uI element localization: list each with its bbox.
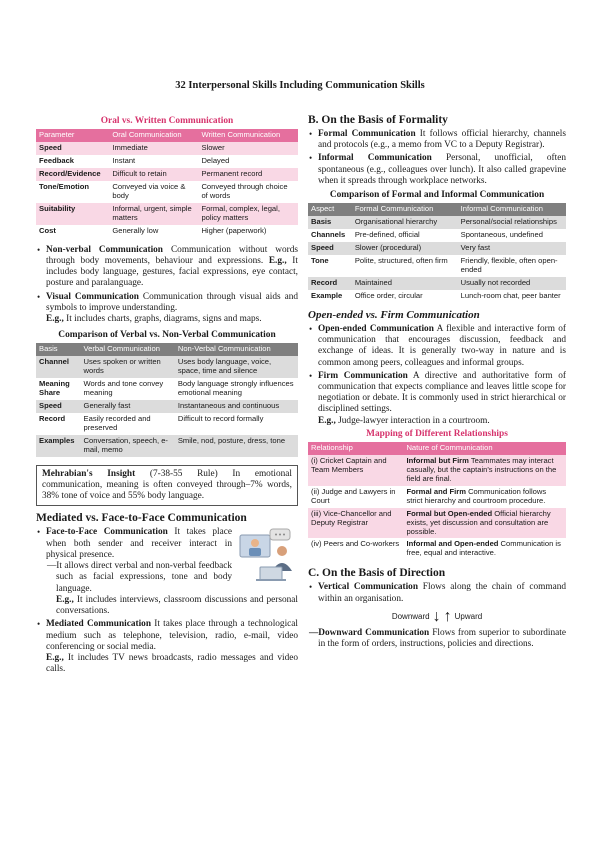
nature-label: Formal and Firm — [406, 486, 466, 496]
visual-item: • Visual Communication Communication through visual aids and symbols to improve understanding. E.g., It includes charts, graphs, diagrams, signs and maps. — [36, 292, 298, 326]
nature-description: Communication follows strict hierarchy and courtroom procedure. — [406, 486, 547, 505]
open-ended-item: • Open-ended Communication A flexible and interactive form of communication that encourages discussion, feedback and exchange of ideas. It is generally two-way in nature and is common among peers, colleagues and informal groups. — [308, 324, 566, 369]
table-row — [36, 225, 298, 238]
table-cell: (i) Cricket Captain and Team Members — [308, 455, 403, 486]
nonverbal-item: • Non-verbal Communication Communication without words through body movements, behaviour and expressions. E.g., It includes body language, gestures, facial expressions, eye contact, posture and paralanguage. — [36, 245, 298, 290]
table-cell: Delayed — [201, 155, 230, 165]
table-cell: Maintained — [352, 277, 458, 290]
table-cell: Uses body language, voice, space, time and silence — [175, 356, 298, 378]
table-cell: Speed — [36, 142, 109, 155]
nature-label: Formal but Open-ended — [406, 508, 493, 518]
mediated-item: • Mediated Communication It takes place through a technological medium such as telephone, television, radio, e-mail, video conferencing or social media. E.g., It includes TV news broadcasts, radio messages and video calls. — [36, 619, 298, 675]
oral-written-caption: Oral vs. Written Communication — [100, 116, 234, 126]
table-cell: Conversation, speech, e-mail, memo — [81, 435, 175, 457]
downward-label: Downward — [391, 612, 430, 622]
table-cell: Feedback — [39, 155, 75, 165]
left-column — [36, 114, 298, 678]
table-row — [36, 378, 298, 400]
table-cell: Spontaneous, undefined — [460, 230, 543, 240]
table-row — [308, 277, 566, 290]
verbal-nonverbal-table — [36, 343, 298, 457]
table-row — [36, 203, 298, 225]
video-call-illustration-icon — [236, 527, 298, 583]
nature-description: Teammates may interact casually, but the captain's instructions on the field are final. — [406, 455, 557, 483]
table-cell: Slower — [198, 142, 298, 155]
arrow-up-icon: ↑ — [443, 607, 452, 625]
formal-informal-table — [308, 203, 566, 303]
table-cell: Examples — [36, 435, 81, 457]
table-row — [308, 216, 566, 229]
table-cell: Personal/social relationships — [458, 216, 566, 229]
table-cell: Organisational hierarchy — [352, 216, 458, 229]
table-row — [36, 400, 298, 413]
table-cell — [403, 455, 566, 486]
table-cell: Pre-defined, official — [354, 230, 420, 240]
table-row — [36, 413, 298, 435]
table-header-cell: Written Communication — [198, 129, 298, 142]
table-cell: Friendly, flexible, often open-ended — [460, 255, 558, 274]
f2f-item: • Face-to-Face Communication It takes place when both sender and receiver interact in physical presence. —It allows direct verbal and non-verbal feedback such as facial expressions, tone and body language. E.g., It includes interviews, classroom discussions and personal conversations. — [36, 527, 298, 617]
table-header-cell: Informal Communication — [458, 203, 566, 216]
direction-list — [308, 582, 566, 604]
openfirm-list — [308, 324, 566, 427]
table-cell: Slower (procedural) — [352, 242, 458, 255]
openfirm-heading: Open-ended vs. Firm Communication — [308, 308, 480, 321]
table-cell: Office order, circular — [354, 290, 423, 300]
formal-item: • Formal Communication It follows official hierarchy, channels and protocols (e.g., a memo from VC to a Deputy Registrar). — [308, 129, 566, 151]
table-header-cell: Oral Communication — [109, 129, 198, 142]
verbal-nonverbal-caption: Comparison of Verbal vs. Non-Verbal Communication — [58, 330, 276, 341]
table-cell: Record/Evidence — [36, 168, 109, 181]
arrow-down-icon: ↓ — [432, 607, 441, 625]
table-cell: Difficult to record formally — [177, 413, 264, 423]
nature-label: Informal and Open-ended — [406, 539, 499, 549]
table-row — [36, 181, 298, 203]
table-cell: Conveyed through choice of words — [201, 181, 288, 200]
downward-item: —Downward Communication Flows from superior to subordinate in the form of orders, instructions, policies and directions. — [309, 627, 567, 650]
nature-label: Informal but Firm — [406, 455, 469, 465]
table-cell: Permanent record — [198, 168, 298, 181]
table-cell: Polite, structured, often firm — [354, 255, 448, 265]
nature-description: Communication is free, equal and interactive. — [406, 539, 561, 558]
table-cell: Informal, urgent, simple matters — [109, 203, 198, 225]
table-header-cell: Basis — [36, 343, 81, 356]
table-cell: Usually not recorded — [458, 277, 566, 290]
nonverbal-visual-list — [36, 245, 298, 326]
direction-heading: C. On the Basis of Direction — [308, 567, 446, 580]
table-cell: Instant — [112, 155, 136, 165]
table-cell: Easily recorded and preserved — [83, 413, 151, 432]
table-cell: Lunch-room chat, peer banter — [460, 290, 561, 300]
table-cell: Channels — [311, 230, 346, 240]
table-row — [36, 155, 298, 168]
table-row — [36, 168, 298, 181]
table-row — [308, 508, 566, 539]
table-cell: (ii) Judge and Lawyers in Court — [311, 486, 396, 505]
table-header-cell: Parameter — [36, 129, 109, 142]
table-cell: Uses spoken or written words — [81, 356, 175, 378]
table-cell — [403, 486, 566, 508]
table-cell — [403, 508, 566, 539]
mediated-list — [36, 527, 298, 675]
mediated-heading: Mediated vs. Face-to-Face Communication — [36, 512, 247, 525]
table-header-cell: Nature of Communication — [403, 442, 566, 455]
relationships-caption: Mapping of Different Relationships — [366, 428, 508, 439]
table-cell: Tone/Emotion — [39, 181, 90, 191]
table-cell: Immediate — [109, 142, 198, 155]
table-header-cell: Relationship — [308, 442, 403, 455]
table-row — [308, 486, 566, 508]
table-row — [36, 435, 298, 457]
table-cell: Basis — [308, 216, 352, 229]
table-row — [36, 142, 298, 155]
table-row — [308, 538, 566, 560]
table-cell: Speed — [308, 242, 352, 255]
table-cell: Record — [39, 413, 66, 423]
right-column — [308, 114, 566, 650]
table-cell: Conveyed via voice & body — [112, 181, 186, 200]
page-header: 32 Interpersonal Skills Including Communication Skills — [175, 80, 425, 91]
table-cell: Meaning Share — [39, 379, 70, 398]
table-row — [308, 455, 566, 486]
table-cell: Higher (paperwork) — [201, 225, 267, 235]
table-cell: Generally fast — [81, 400, 175, 413]
table-row — [308, 290, 566, 303]
firm-item: • Firm Communication A directive and authoritative form of communication that expects compliance and leaves little scope for negotiation or debate. It is commonly used in strict hierarchical or disciplined settings. E.g., Judge-lawyer interaction in a courtroom. — [308, 371, 566, 427]
table-cell: Generally low — [112, 225, 159, 235]
table-cell: Smile, nod, posture, dress, tone — [175, 435, 298, 457]
formality-list — [308, 129, 566, 187]
table-header-cell: Aspect — [308, 203, 352, 216]
table-cell: Speed — [36, 400, 81, 413]
table-cell: Instantaneous and continuous — [175, 400, 298, 413]
table-row — [308, 229, 566, 242]
direction-arrows — [308, 609, 566, 625]
formal-informal-caption: Comparison of Formal and Informal Communication — [329, 190, 545, 201]
informal-item: • Informal Communication Personal, unofficial, often spontaneous (e.g., colleagues over lunch). It also called grapevine when it spreads through workplace networks. — [308, 153, 566, 187]
vertical-item: • Vertical Communication Flows along the chain of command within an organisation. — [308, 582, 566, 604]
table-cell: Cost — [39, 225, 56, 235]
table-row — [36, 356, 298, 378]
table-cell: Very fast — [458, 242, 566, 255]
relationships-table — [308, 442, 566, 560]
table-cell: Suitability — [36, 203, 109, 225]
table-row — [308, 255, 566, 277]
table-cell: Tone — [311, 255, 329, 265]
table-cell: Channel — [36, 356, 81, 378]
table-cell: Record — [308, 277, 352, 290]
table-cell — [403, 538, 566, 560]
table-header-cell: Non-Verbal Communication — [175, 343, 298, 356]
nature-description: Official hierarchy exists, yet discussion and consultation are possible. — [406, 508, 551, 536]
mehrabian-box: Mehrabian's Insight (7-38-55 Rule) In emotional communication, meaning is often conveyed through–7% words, 38% tone of voice and 55% body language. — [36, 465, 298, 507]
table-header-cell: Verbal Communication — [81, 343, 175, 356]
table-cell: Difficult to retain — [109, 168, 198, 181]
table-cell: Formal, complex, legal, policy matters — [198, 203, 298, 225]
upward-label: Upward — [454, 612, 483, 622]
table-header-cell: Formal Communication — [352, 203, 458, 216]
table-cell: (iv) Peers and Co-workers — [311, 539, 400, 549]
table-cell: Body language strongly influences emotional meaning — [177, 379, 294, 398]
table-cell: (iii) Vice-Chancellor and Deputy Registrar — [308, 508, 403, 539]
table-row — [308, 242, 566, 255]
oral-written-table — [36, 129, 298, 238]
formality-heading: B. On the Basis of Formality — [308, 114, 448, 126]
table-cell: Words and tone convey meaning — [83, 379, 164, 398]
table-cell: Example — [311, 290, 343, 300]
